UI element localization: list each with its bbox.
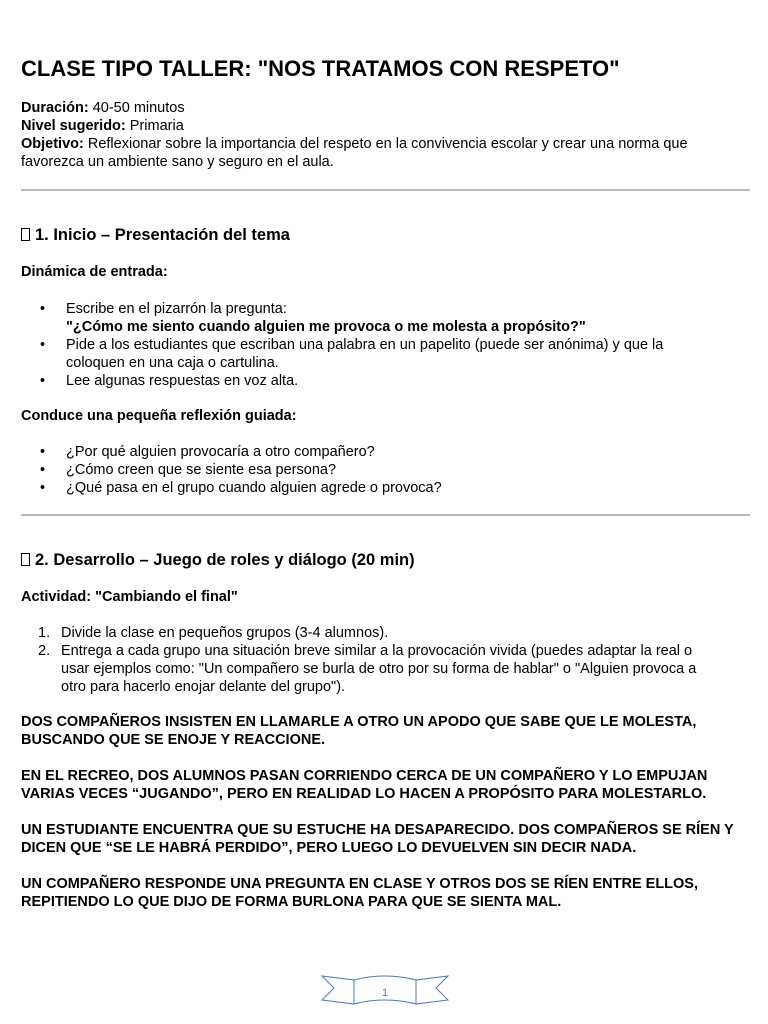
- duration-label: Duración:: [21, 100, 89, 116]
- reflection-label: Conduce una pequeña reflexión guiada:: [21, 408, 297, 424]
- entry-question: "¿Cómo me siento cuando alguien me provoca o me molesta a propósito?": [66, 319, 586, 335]
- page-footer: [320, 970, 450, 1010]
- list-item: • ¿Qué pasa en el grupo cuando alguien agrede o provoca?: [21, 479, 721, 497]
- objective-label: Objetivo:: [21, 136, 84, 152]
- entry-list: [21, 300, 721, 390]
- page-number: 1: [381, 987, 389, 999]
- divider: [21, 514, 750, 516]
- missing-glyph-icon: [21, 553, 30, 566]
- situation-paragraph: UN COMPAÑERO RESPONDE UNA PREGUNTA EN CLASE Y OTROS DOS SE RÍEN ENTRE ELLOS, REPITIENDO LO QUE DIJO DE FORMA BURLONA PARA QUE SE SIENTA MAL.: [21, 876, 699, 910]
- list-item: • ¿Cómo creen que se siente esa persona?: [21, 461, 721, 479]
- situation-paragraph: UN ESTUDIANTE ENCUENTRA QUE SU ESTUCHE HA DESAPARECIDO. DOS COMPAÑEROS SE RÍEN Y DICEN QUE “SE LE HABRÁ PERDIDO”, PERO LUEGO LO DEVUELVEN SIN DECIR NADA.: [21, 822, 734, 856]
- list-item: 2. Entrega a cada grupo una situación breve similar a la provocación vivida (puedes adaptar la real o usar ejemplos como: "Un compañero se burla de otro por su forma de hablar" o "Alguien provoca a otro para hacerlo enojar delante del grupo").: [38, 643, 697, 695]
- list-item: • Lee algunas respuestas en voz alta.: [21, 372, 721, 390]
- entry-dynamic-label: Dinámica de entrada:: [21, 264, 168, 280]
- situation-paragraph: DOS COMPAÑEROS INSISTEN EN LLAMARLE A OTRO UN APODO QUE SABE QUE LE MOLESTA, BUSCANDO QUE SE ENOJE Y REACCIONE.: [21, 714, 697, 748]
- objective-value: Reflexionar sobre la importancia del respeto en la convivencia escolar y crear una norma que favorezca un ambiente sano y seguro en el aula.: [21, 136, 688, 170]
- level-label: Nivel sugerido:: [21, 118, 126, 134]
- document-title: CLASE TIPO TALLER: "NOS TRATAMOS CON RESPETO": [21, 56, 620, 81]
- duration-line: [21, 99, 749, 117]
- duration-value: 40-50 minutos: [88, 100, 185, 116]
- section1-heading: 1. Inicio – Presentación del tema: [21, 226, 290, 245]
- level-line: [21, 117, 749, 135]
- list-item: • Pide a los estudiantes que escriban una palabra en un papelito (puede ser anónima) y que la coloquen en una caja o cartulina.: [21, 336, 721, 372]
- reflection-list: [21, 443, 721, 497]
- list-item: • Escribe en el pizarrón la pregunta: "¿Cómo me siento cuando alguien me provoca o me molesta a propósito?": [21, 300, 721, 336]
- missing-glyph-icon: [21, 228, 30, 241]
- level-value: Primaria: [125, 118, 184, 134]
- steps-list: [21, 624, 721, 696]
- list-item: • ¿Por qué alguien provocaría a otro compañero?: [21, 443, 721, 461]
- section2-heading: 2. Desarrollo – Juego de roles y diálogo (20 min): [21, 551, 415, 570]
- meta-block: [21, 99, 749, 171]
- objective-line: [21, 135, 749, 171]
- divider: [21, 189, 750, 191]
- situation-paragraph: EN EL RECREO, DOS ALUMNOS PASAN CORRIENDO CERCA DE UN COMPAÑERO Y LO EMPUJAN VARIAS VECES “JUGANDO”, PERO EN REALIDAD LO HACEN A PROPÓSITO PARA MOLESTARLO.: [21, 768, 708, 802]
- activity-label: Actividad: "Cambiando el final": [21, 589, 238, 605]
- list-item: 1. Divide la clase en pequeños grupos (3-4 alumnos).: [38, 625, 389, 641]
